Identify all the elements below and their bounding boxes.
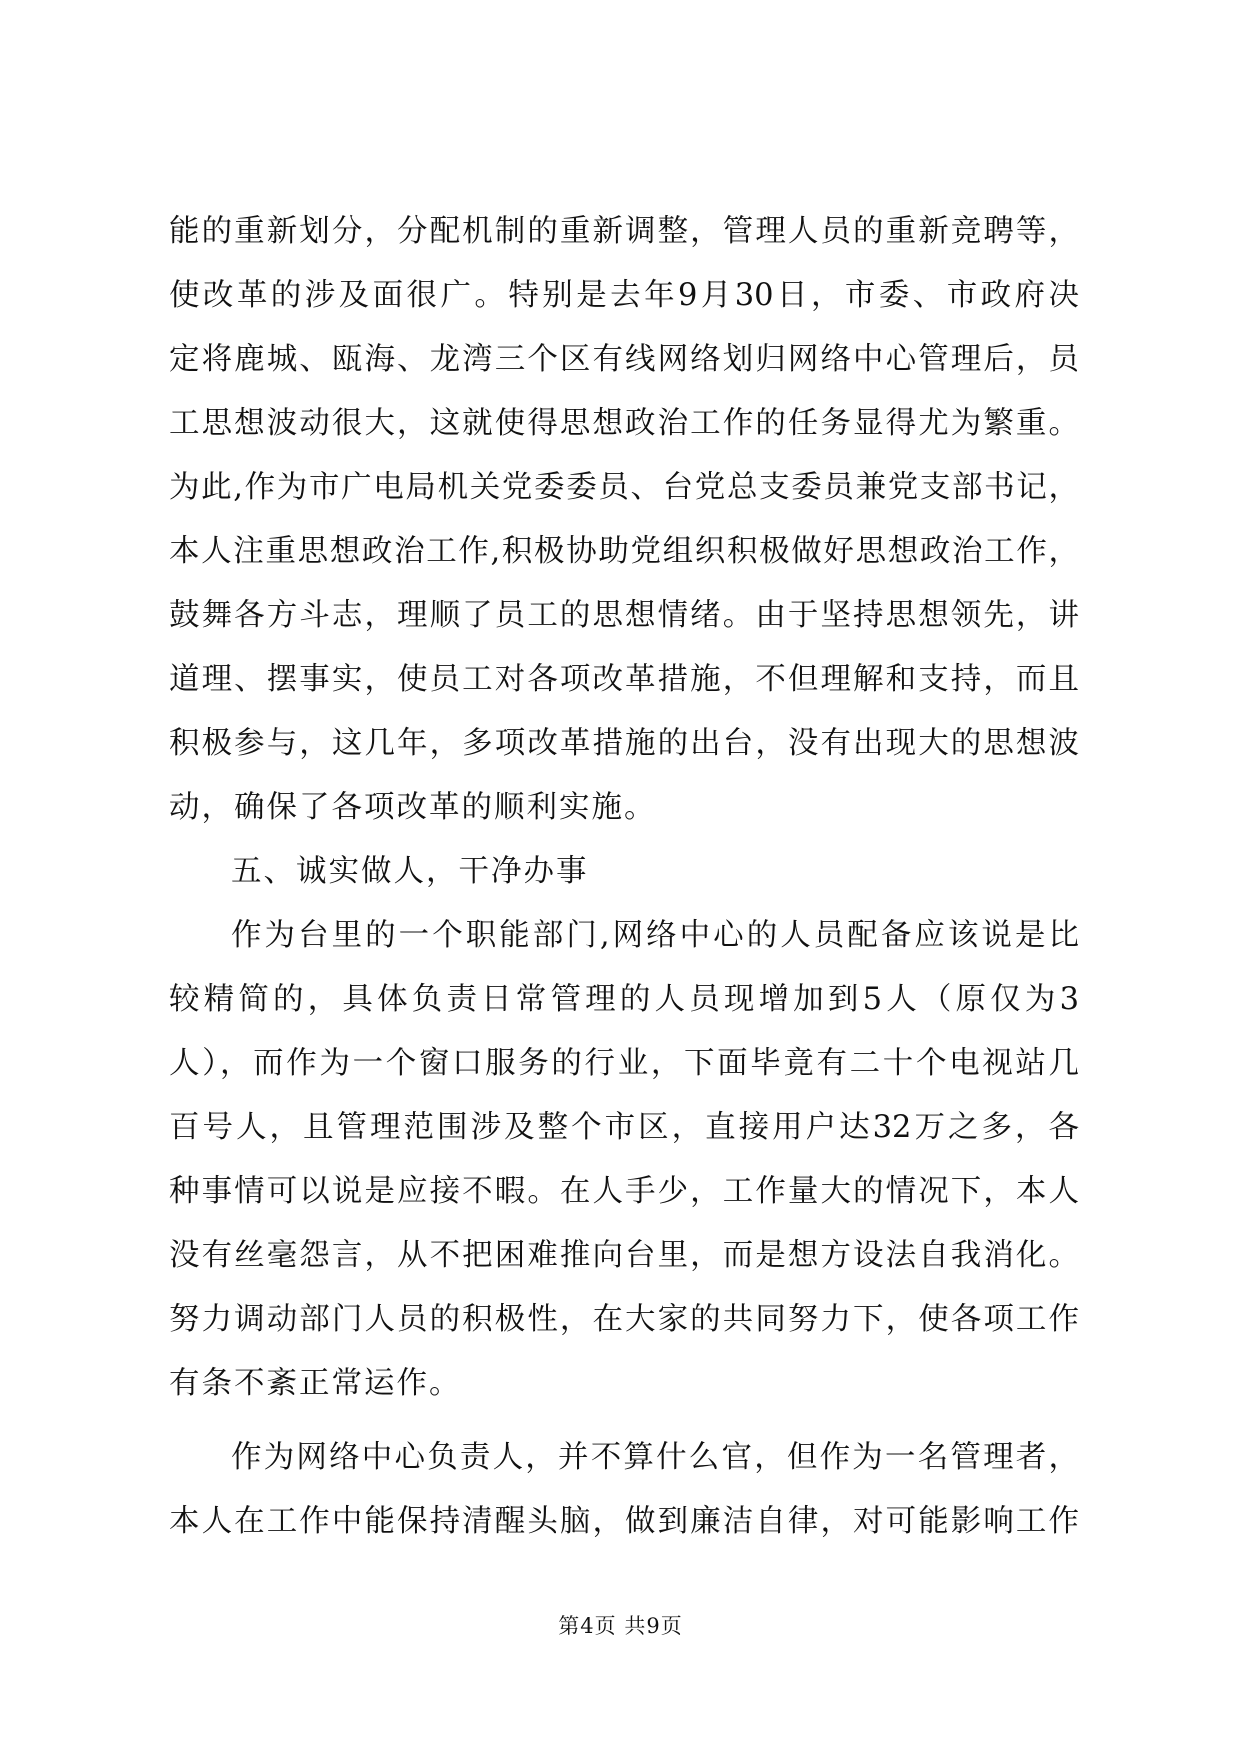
text-line: 动，确保了各项改革的顺利实施。 — [169, 790, 657, 825]
text-line: 人），而作为一个窗口服务的行业，下面毕竟有二十个电视站几 — [169, 1046, 1079, 1081]
text-line: 本人在工作中能保持清醒头脑，做到廉洁自律，对可能影响工作 — [169, 1504, 1079, 1539]
section-heading: 五、诚实做人，干净办事 — [231, 854, 589, 889]
text-line: 种事情可以说是应接不暇。在人手少，工作量大的情况下，本人 — [169, 1174, 1079, 1209]
text-line: 道理、摆事实，使员工对各项改革措施，不但理解和支持，而且 — [169, 662, 1079, 697]
text-line: 定将鹿城、瓯海、龙湾三个区有线网络划归网络中心管理后，员 — [169, 342, 1079, 377]
text-line: 使改革的涉及面很广。特别是去年9月30日，市委、市政府决 — [169, 278, 1079, 313]
text-line: 工思想波动很大，这就使得思想政治工作的任务显得尤为繁重。 — [169, 406, 1079, 441]
text-line: 没有丝毫怨言，从不把困难推向台里，而是想方设法自我消化。 — [169, 1238, 1079, 1273]
text-line: 作为台里的一个职能部门,网络中心的人员配备应该说是比 — [231, 918, 1079, 953]
text-line: 能的重新划分，分配机制的重新调整，管理人员的重新竞聘等， — [169, 214, 1079, 249]
text-line: 为此,作为市广电局机关党委委员、台党总支委员兼党支部书记， — [169, 470, 1079, 505]
text-line: 积极参与，这几年，多项改革措施的出台，没有出现大的思想波 — [169, 726, 1079, 761]
text-line: 较精简的，具体负责日常管理的人员现增加到5人（原仅为3 — [169, 982, 1079, 1017]
text-line: 百号人，且管理范围涉及整个市区，直接用户达32万之多，各 — [169, 1110, 1079, 1145]
page-number: 第4页 共9页 — [558, 1614, 683, 1638]
text-line: 作为网络中心负责人，并不算什么官，但作为一名管理者， — [231, 1440, 1079, 1475]
text-line: 努力调动部门人员的积极性，在大家的共同努力下，使各项工作 — [169, 1302, 1079, 1337]
text-line: 本人注重思想政治工作,积极协助党组织积极做好思想政治工作， — [169, 534, 1079, 569]
text-line: 鼓舞各方斗志，理顺了员工的思想情绪。由于坚持思想领先，讲 — [169, 598, 1079, 633]
text-line: 有条不紊正常运作。 — [169, 1366, 462, 1401]
